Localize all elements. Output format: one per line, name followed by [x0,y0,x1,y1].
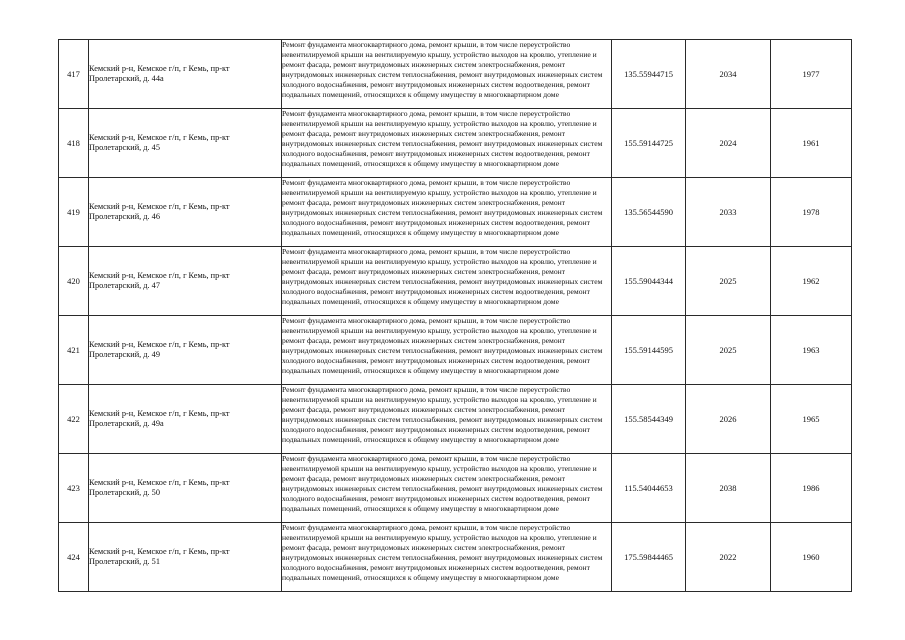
value-cell: 135.56544590 [612,178,686,247]
works-cell [282,454,612,523]
works-text: Ремонт фундамента многоквартирного дома, ремонт крыши, в том числе переустройство невентилируемой крыши на вентилируемую крышу, устройство выходов на кровлю, утепление и ремонт фасада, ремонт внутридомовых инженерных систем электроснабжения, ремонт внутридомовых инженерных систем теплоснабжения, ремонт внутридомовых инженерных систем холодного водоснабжения, ремонт внутридомовых инженерных систем водоотведения, ремонт подвальных помещений, относящихся к общему имуществу в многоквартирном доме [282,247,603,306]
table-body [59,40,852,592]
table-row [59,454,852,523]
planned-year-cell: 2025 [686,247,771,316]
works-text: Ремонт фундамента многоквартирного дома, ремонт крыши, в том числе переустройство невентилируемой крыши на вентилируемую крышу, устройство выходов на кровлю, утепление и ремонт фасада, ремонт внутридомовых инженерных систем электроснабжения, ремонт внутридомовых инженерных систем теплоснабжения, ремонт внутридомовых инженерных систем холодного водоснабжения, ремонт внутридомовых инженерных систем водоотведения, ремонт подвальных помещений, относящихся к общему имуществу в многоквартирном доме [282,40,603,99]
planned-year-cell: 2038 [686,454,771,523]
address-cell [89,454,282,523]
table-row [59,40,852,109]
planned-year-cell: 2026 [686,385,771,454]
table-row [59,178,852,247]
address-text: Кемский р-н, Кемское г/п, г Кемь, пр-кт Пролетарский, д. 49а [89,409,230,428]
row-number: 422 [59,385,89,454]
built-year-cell: 1961 [771,109,852,178]
row-number: 424 [59,523,89,592]
address-cell [89,316,282,385]
table-row [59,523,852,592]
table-row [59,316,852,385]
table-row [59,109,852,178]
table-row [59,247,852,316]
built-year-cell: 1960 [771,523,852,592]
works-text: Ремонт фундамента многоквартирного дома, ремонт крыши, в том числе переустройство невентилируемой крыши на вентилируемую крышу, устройство выходов на кровлю, утепление и ремонт фасада, ремонт внутридомовых инженерных систем электроснабжения, ремонт внутридомовых инженерных систем теплоснабжения, ремонт внутридомовых инженерных систем холодного водоснабжения, ремонт внутридомовых инженерных систем водоотведения, ремонт подвальных помещений, относящихся к общему имуществу в многоквартирном доме [282,316,603,375]
address-text: Кемский р-н, Кемское г/п, г Кемь, пр-кт Пролетарский, д. 50 [89,478,230,497]
works-cell [282,247,612,316]
address-text: Кемский р-н, Кемское г/п, г Кемь, пр-кт Пролетарский, д. 45 [89,133,230,152]
planned-year-cell: 2034 [686,40,771,109]
works-cell [282,40,612,109]
row-number: 423 [59,454,89,523]
works-cell [282,316,612,385]
address-text: Кемский р-н, Кемское г/п, г Кемь, пр-кт Пролетарский, д. 47 [89,271,230,290]
value-cell: 155.59044344 [612,247,686,316]
works-text: Ремонт фундамента многоквартирного дома, ремонт крыши, в том числе переустройство невентилируемой крыши на вентилируемую крышу, устройство выходов на кровлю, утепление и ремонт фасада, ремонт внутридомовых инженерных систем электроснабжения, ремонт внутридомовых инженерных систем теплоснабжения, ремонт внутридомовых инженерных систем холодного водоснабжения, ремонт внутридомовых инженерных систем водоотведения, ремонт подвальных помещений, относящихся к общему имуществу в многоквартирном доме [282,523,603,582]
address-cell [89,385,282,454]
address-text: Кемский р-н, Кемское г/п, г Кемь, пр-кт Пролетарский, д. 44а [89,64,230,83]
value-cell: 155.59144595 [612,316,686,385]
address-cell [89,247,282,316]
table-row [59,385,852,454]
row-number: 418 [59,109,89,178]
row-number: 421 [59,316,89,385]
address-cell [89,40,282,109]
address-cell [89,109,282,178]
value-cell: 155.58544349 [612,385,686,454]
value-cell: 175.59844465 [612,523,686,592]
works-cell [282,178,612,247]
planned-year-cell: 2022 [686,523,771,592]
address-text: Кемский р-н, Кемское г/п, г Кемь, пр-кт Пролетарский, д. 49 [89,340,230,359]
works-text: Ремонт фундамента многоквартирного дома, ремонт крыши, в том числе переустройство невентилируемой крыши на вентилируемую крышу, устройство выходов на кровлю, утепление и ремонт фасада, ремонт внутридомовых инженерных систем электроснабжения, ремонт внутридомовых инженерных систем теплоснабжения, ремонт внутридомовых инженерных систем холодного водоснабжения, ремонт внутридомовых инженерных систем водоотведения, ремонт подвальных помещений, относящихся к общему имуществу в многоквартирном доме [282,178,603,237]
built-year-cell: 1965 [771,385,852,454]
address-cell [89,178,282,247]
works-cell [282,385,612,454]
built-year-cell: 1962 [771,247,852,316]
value-cell: 135.55944715 [612,40,686,109]
works-text: Ремонт фундамента многоквартирного дома, ремонт крыши, в том числе переустройство невентилируемой крыши на вентилируемую крышу, устройство выходов на кровлю, утепление и ремонт фасада, ремонт внутридомовых инженерных систем электроснабжения, ремонт внутридомовых инженерных систем теплоснабжения, ремонт внутридомовых инженерных систем холодного водоснабжения, ремонт внутридомовых инженерных систем водоотведения, ремонт подвальных помещений, относящихся к общему имуществу в многоквартирном доме [282,385,603,444]
planned-year-cell: 2024 [686,109,771,178]
works-text: Ремонт фундамента многоквартирного дома, ремонт крыши, в том числе переустройство невентилируемой крыши на вентилируемую крышу, устройство выходов на кровлю, утепление и ремонт фасада, ремонт внутридомовых инженерных систем электроснабжения, ремонт внутридомовых инженерных систем теплоснабжения, ремонт внутридомовых инженерных систем холодного водоснабжения, ремонт внутридомовых инженерных систем водоотведения, ремонт подвальных помещений, относящихся к общему имуществу в многоквартирном доме [282,109,603,168]
planned-year-cell: 2033 [686,178,771,247]
works-cell [282,109,612,178]
value-cell: 155.59144725 [612,109,686,178]
works-text: Ремонт фундамента многоквартирного дома, ремонт крыши, в том числе переустройство невентилируемой крыши на вентилируемую крышу, устройство выходов на кровлю, утепление и ремонт фасада, ремонт внутридомовых инженерных систем электроснабжения, ремонт внутридомовых инженерных систем теплоснабжения, ремонт внутридомовых инженерных систем холодного водоснабжения, ремонт внутридомовых инженерных систем водоотведения, ремонт подвальных помещений, относящихся к общему имуществу в многоквартирном доме [282,454,603,513]
row-number: 420 [59,247,89,316]
value-cell: 115.54044653 [612,454,686,523]
built-year-cell: 1986 [771,454,852,523]
row-number: 419 [59,178,89,247]
housing-repair-table [58,39,852,592]
address-text: Кемский р-н, Кемское г/п, г Кемь, пр-кт Пролетарский, д. 51 [89,547,230,566]
built-year-cell: 1978 [771,178,852,247]
built-year-cell: 1977 [771,40,852,109]
built-year-cell: 1963 [771,316,852,385]
address-cell [89,523,282,592]
works-cell [282,523,612,592]
address-text: Кемский р-н, Кемское г/п, г Кемь, пр-кт Пролетарский, д. 46 [89,202,230,221]
planned-year-cell: 2025 [686,316,771,385]
row-number: 417 [59,40,89,109]
